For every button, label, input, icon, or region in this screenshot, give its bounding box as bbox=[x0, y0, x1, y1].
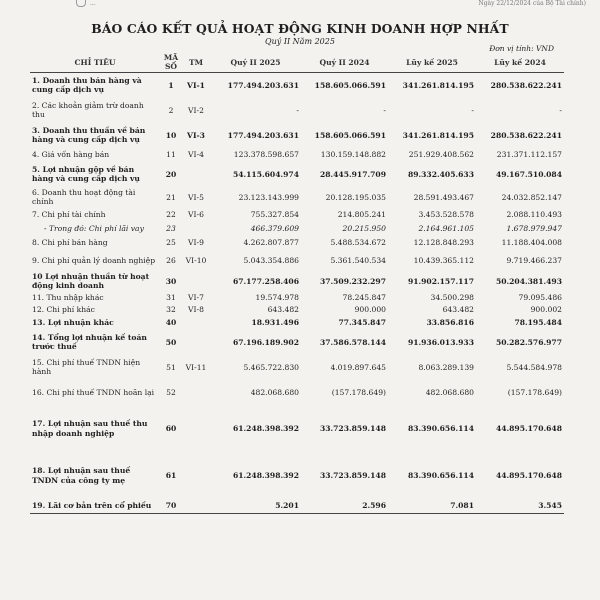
row-ytd-2024: 79.095.486 bbox=[518, 293, 562, 303]
row-code: 21 bbox=[166, 192, 176, 202]
row-ytd-2025: 89.332.405.633 bbox=[407, 169, 474, 179]
row-note: VI-2 bbox=[188, 105, 204, 115]
table-row bbox=[30, 222, 564, 236]
row-code: 30 bbox=[165, 276, 177, 286]
row-note bbox=[182, 162, 210, 187]
row-ytd-2024: 44.895.170.648 bbox=[495, 471, 562, 481]
row-note: VI-3 bbox=[187, 130, 205, 140]
table-row bbox=[30, 208, 564, 222]
row-code: 10 bbox=[165, 130, 177, 140]
row-code: 70 bbox=[160, 499, 182, 514]
header-note: TM bbox=[188, 57, 204, 67]
header-indicator: CHỈ TIÊU bbox=[74, 57, 116, 67]
row-q2-2025: 61.248.398.392 bbox=[232, 471, 299, 481]
row-ytd-2025: 12.128.848.293 bbox=[413, 238, 474, 248]
row-label: 15. Chi phí thuế TNDN hiện hành bbox=[32, 357, 141, 377]
row-note: VI-10 bbox=[185, 255, 207, 265]
row-ytd-2025: 643.482 bbox=[442, 305, 474, 315]
row-q2-2024: 37.586.578.144 bbox=[319, 337, 386, 347]
table-row bbox=[30, 405, 564, 453]
row-code: 40 bbox=[165, 318, 177, 328]
row-q2-2024: 214.805.241 bbox=[337, 210, 386, 220]
row-label: 11. Thu nhập khác bbox=[32, 293, 104, 303]
row-code: 52 bbox=[166, 387, 176, 397]
row-note: VI-1 bbox=[187, 80, 205, 90]
row-ytd-2025: 83.390.656.114 bbox=[407, 471, 474, 481]
row-q2-2025: 466.379.609 bbox=[250, 224, 299, 234]
row-label: - Trong đó: Chi phí lãi vay bbox=[44, 224, 144, 234]
row-q2-2025: 177.494.203.631 bbox=[227, 130, 299, 140]
row-code: 50 bbox=[165, 337, 177, 347]
row-ytd-2025: 34.500.298 bbox=[430, 293, 474, 303]
row-label: 9. Chi phí quản lý doanh nghiệp bbox=[32, 255, 156, 265]
row-note: VI-11 bbox=[185, 362, 207, 372]
table-row bbox=[30, 499, 564, 514]
row-label: 6. Doanh thu hoạt động tài chính bbox=[32, 187, 136, 207]
row-ytd-2024: - bbox=[559, 105, 562, 115]
row-label: 2. Các khoản giảm trừ doanh thu bbox=[32, 100, 144, 120]
table-row bbox=[30, 453, 564, 499]
row-ytd-2025: 341.261.814.195 bbox=[402, 130, 474, 140]
row-ytd-2025: 251.929.408.562 bbox=[408, 150, 474, 160]
row-ytd-2025: 8.063.289.139 bbox=[418, 362, 474, 372]
row-ytd-2024: 5.544.584.978 bbox=[506, 362, 562, 372]
row-ytd-2024: 49.167.510.084 bbox=[495, 169, 562, 179]
row-code: 2 bbox=[168, 105, 174, 115]
row-label: 17. Lợi nhuận sau thuế thu nhập doanh nghiệp bbox=[32, 419, 148, 438]
row-ytd-2024: 78.195.484 bbox=[514, 318, 562, 328]
row-ytd-2024: 44.895.170.648 bbox=[495, 424, 562, 434]
row-q2-2025: 18.931.496 bbox=[251, 318, 299, 328]
row-code: 20 bbox=[165, 169, 177, 179]
table-row bbox=[30, 98, 564, 123]
row-q2-2025: 67.196.189.902 bbox=[232, 337, 299, 347]
row-note bbox=[182, 499, 210, 514]
row-note: VI-7 bbox=[188, 293, 204, 303]
row-q2-2024: 20.215.950 bbox=[342, 224, 386, 234]
header-q2-2024: Quý II 2024 bbox=[319, 57, 370, 67]
header-left-text: ... bbox=[90, 0, 96, 7]
row-label: 12. Chi phí khác bbox=[32, 305, 95, 315]
row-note bbox=[182, 316, 210, 330]
row-q2-2024: 78.245.847 bbox=[342, 293, 386, 303]
table-row bbox=[30, 187, 564, 208]
row-q2-2024: 20.128.195.035 bbox=[325, 192, 386, 202]
row-q2-2025: - bbox=[296, 105, 299, 115]
row-note: VI-6 bbox=[188, 210, 204, 220]
row-ytd-2025: 2.164.961.105 bbox=[418, 224, 474, 234]
row-code: 11 bbox=[166, 150, 176, 160]
row-label: 14. Tổng lợi nhuận kế toán trước thuế bbox=[32, 332, 147, 352]
row-code: 1 bbox=[168, 80, 174, 90]
row-q2-2025: 643.482 bbox=[267, 305, 299, 315]
row-ytd-2024: 3.545 bbox=[476, 499, 564, 514]
table-row bbox=[30, 330, 564, 355]
row-note: VI-4 bbox=[188, 150, 204, 160]
row-ytd-2025: 341.261.814.195 bbox=[402, 80, 474, 90]
row-q2-2025: 482.068.680 bbox=[250, 387, 299, 397]
row-ytd-2024: 24.032.852.147 bbox=[501, 192, 562, 202]
row-ytd-2024: 231.371.112.157 bbox=[496, 150, 562, 160]
row-ytd-2025: 10.439.365.112 bbox=[413, 255, 474, 265]
table-row bbox=[30, 271, 564, 292]
row-q2-2024: 2.596 bbox=[301, 499, 388, 514]
row-ytd-2024: 1.678.979.947 bbox=[506, 224, 562, 234]
row-q2-2025: 54.115.604.974 bbox=[232, 169, 299, 179]
table-row bbox=[30, 236, 564, 250]
row-ytd-2024: 50.204.381.493 bbox=[495, 276, 562, 286]
row-ytd-2024: 900.002 bbox=[530, 305, 562, 315]
row-ytd-2025: 91.902.157.117 bbox=[407, 276, 474, 286]
row-ytd-2024: 280.538.622.241 bbox=[490, 130, 562, 140]
report-period: Quý II Năm 2025 bbox=[265, 37, 335, 46]
row-note: VI-9 bbox=[188, 238, 204, 248]
row-q2-2024: 77.345.847 bbox=[338, 318, 386, 328]
row-code: 23 bbox=[166, 224, 176, 234]
row-q2-2025: 177.494.203.631 bbox=[227, 80, 299, 90]
row-note bbox=[182, 380, 210, 405]
row-label: 1. Doanh thu bán hàng và cung cấp dịch vụ bbox=[32, 75, 142, 95]
row-note bbox=[182, 330, 210, 355]
row-label: 19. Lãi cơ bản trên cổ phiếu bbox=[30, 499, 160, 514]
header-code: MÃ SỐ bbox=[163, 53, 179, 72]
row-q2-2025: 61.248.398.392 bbox=[232, 424, 299, 434]
table-row bbox=[30, 316, 564, 330]
row-label: 16. Chi phí thuế TNDN hoãn lại bbox=[32, 387, 155, 397]
row-note bbox=[182, 222, 210, 236]
row-ytd-2024: 2.088.110.493 bbox=[506, 210, 562, 220]
row-ytd-2025: 3.453.528.578 bbox=[418, 210, 474, 220]
row-label: 7. Chi phí tài chính bbox=[32, 210, 106, 220]
row-q2-2025: 123.378.598.657 bbox=[233, 150, 299, 160]
row-q2-2025: 5.043.354.886 bbox=[243, 255, 299, 265]
row-ytd-2025: 91.936.013.933 bbox=[407, 337, 474, 347]
row-q2-2024: 5.488.534.672 bbox=[330, 238, 386, 248]
row-q2-2025: 5.201 bbox=[210, 499, 301, 514]
row-code: 61 bbox=[165, 471, 177, 481]
row-code: 25 bbox=[166, 238, 176, 248]
row-label: 4. Giá vốn hàng bán bbox=[32, 150, 110, 160]
row-q2-2025: 19.574.978 bbox=[255, 293, 299, 303]
table-row bbox=[30, 72, 564, 98]
row-label: 5. Lợi nhuận gộp về bán hàng và cung cấp dịch vụ bbox=[32, 164, 140, 184]
row-q2-2024: 5.361.540.534 bbox=[330, 255, 386, 265]
row-note bbox=[182, 271, 210, 292]
row-q2-2024: 158.605.066.591 bbox=[314, 130, 386, 140]
row-code: 26 bbox=[166, 255, 176, 265]
row-note: VI-5 bbox=[188, 192, 204, 202]
row-label: 8. Chi phí bán hàng bbox=[32, 238, 108, 248]
row-ytd-2025: 7.081 bbox=[388, 499, 476, 514]
row-note: VI-8 bbox=[188, 305, 204, 315]
row-q2-2024: - bbox=[383, 105, 386, 115]
table-row bbox=[30, 162, 564, 187]
table-row bbox=[30, 380, 564, 405]
header-q2-2025: Quý II 2025 bbox=[230, 57, 281, 67]
row-q2-2024: 4.019.897.645 bbox=[330, 362, 386, 372]
row-q2-2025: 5.465.722.830 bbox=[243, 362, 299, 372]
logo-mark-icon bbox=[76, 0, 86, 7]
row-q2-2025: 4.262.807.877 bbox=[243, 238, 299, 248]
row-label: 10 Lợi nhuận thuần từ hoạt động kinh doanh bbox=[32, 271, 150, 291]
row-ytd-2024: 9.719.466.237 bbox=[506, 255, 562, 265]
row-ytd-2025: 83.390.656.114 bbox=[407, 424, 474, 434]
row-label: 18. Lợi nhuận sau thuế TNDN của công ty mẹ bbox=[32, 466, 131, 485]
row-q2-2025: 67.177.258.406 bbox=[232, 276, 299, 286]
row-note bbox=[182, 405, 210, 453]
row-ytd-2024: (157.178.649) bbox=[507, 387, 562, 397]
header-right-text: Ngày 22/12/2024 của Bộ Tài chính) bbox=[478, 0, 586, 7]
row-ytd-2024: 50.282.576.977 bbox=[495, 337, 562, 347]
header-ytd-2024: Lũy kế 2024 bbox=[494, 57, 546, 67]
row-code: 32 bbox=[166, 305, 176, 315]
row-code: 51 bbox=[166, 362, 176, 372]
row-code: 22 bbox=[166, 210, 176, 220]
table-header-row bbox=[30, 53, 564, 72]
row-q2-2024: 33.723.859.148 bbox=[319, 471, 386, 481]
table-row bbox=[30, 123, 564, 148]
row-ytd-2025: - bbox=[471, 105, 474, 115]
row-q2-2024: 33.723.859.148 bbox=[319, 424, 386, 434]
row-note bbox=[182, 453, 210, 499]
table-row bbox=[30, 355, 564, 380]
row-code: 60 bbox=[165, 424, 177, 434]
income-statement-table bbox=[30, 53, 564, 514]
currency-unit: Đơn vị tính: VND bbox=[489, 44, 554, 53]
row-ytd-2025: 482.068.680 bbox=[425, 387, 474, 397]
report-title: BÁO CÁO KẾT QUẢ HOẠT ĐỘNG KINH DOANH HỢP NHẤT bbox=[91, 21, 509, 36]
row-q2-2024: 158.605.066.591 bbox=[314, 80, 386, 90]
row-ytd-2025: 33.856.816 bbox=[426, 318, 474, 328]
row-q2-2024: 900.000 bbox=[354, 305, 386, 315]
page-header bbox=[0, 0, 600, 8]
row-code: 31 bbox=[166, 293, 176, 303]
table-row bbox=[30, 292, 564, 304]
header-ytd-2025: Lũy kế 2025 bbox=[406, 57, 458, 67]
table-row bbox=[30, 250, 564, 271]
row-q2-2024: (157.178.649) bbox=[331, 387, 386, 397]
row-q2-2024: 130.159.148.882 bbox=[320, 150, 386, 160]
table-row bbox=[30, 304, 564, 316]
row-q2-2024: 28.445.917.709 bbox=[319, 169, 386, 179]
row-q2-2025: 755.327.854 bbox=[250, 210, 299, 220]
row-ytd-2024: 280.538.622.241 bbox=[490, 80, 562, 90]
row-label: 3. Doanh thu thuần về bán hàng và cung cấp dịch vụ bbox=[32, 125, 146, 145]
row-q2-2024: 37.509.232.297 bbox=[319, 276, 386, 286]
row-ytd-2025: 28.591.493.467 bbox=[413, 192, 474, 202]
row-label: 13. Lợi nhuận khác bbox=[32, 318, 114, 328]
row-q2-2025: 23.123.143.999 bbox=[238, 192, 299, 202]
table-row bbox=[30, 148, 564, 162]
row-ytd-2024: 11.188.404.008 bbox=[501, 238, 562, 248]
